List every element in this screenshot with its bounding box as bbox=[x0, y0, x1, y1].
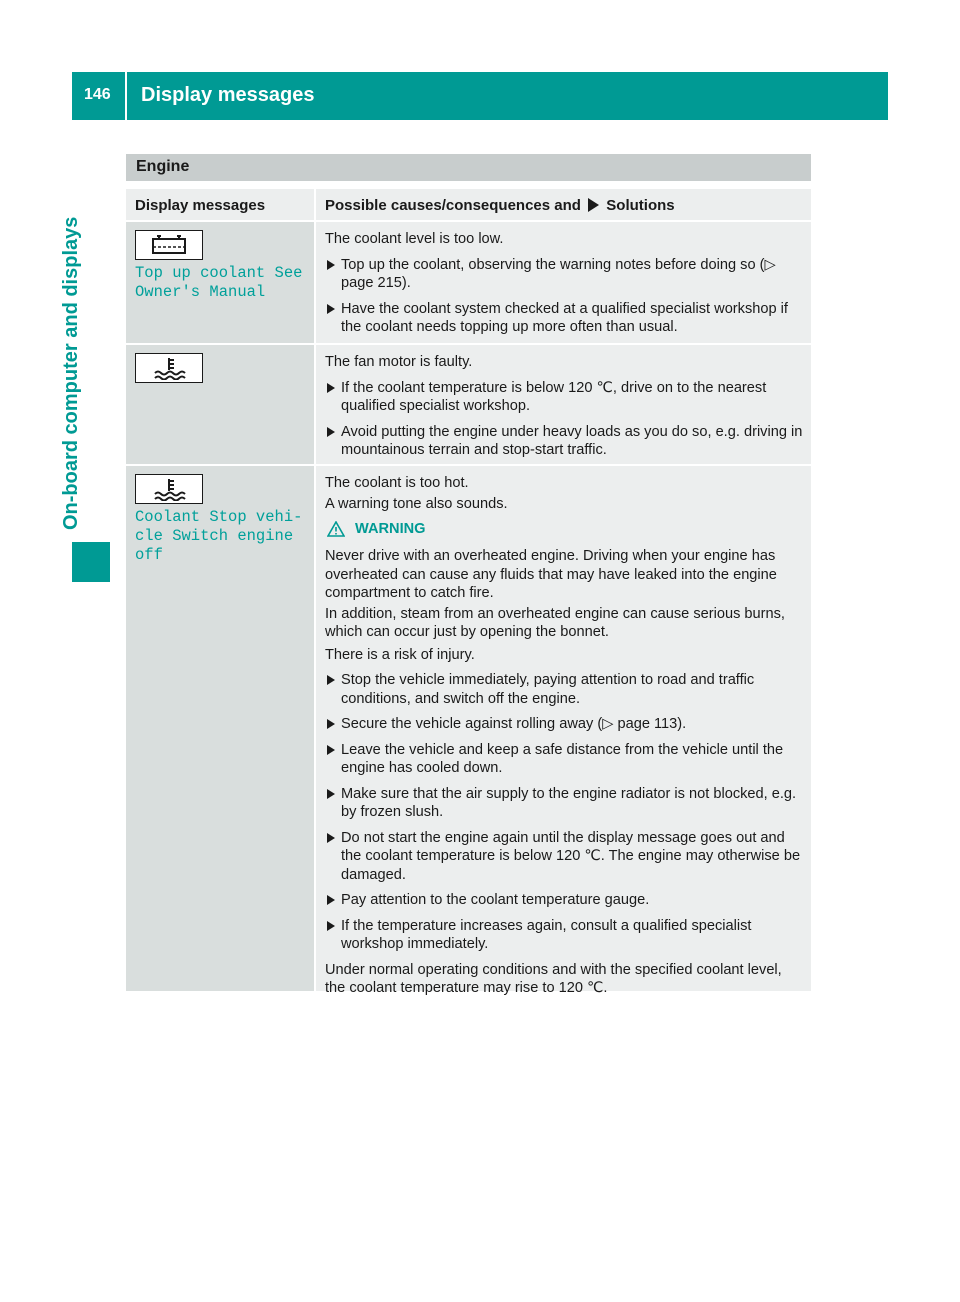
warning-text: There is a risk of injury. bbox=[325, 646, 475, 663]
coolant-temperature-icon bbox=[135, 353, 203, 383]
section-title: Engine bbox=[136, 158, 190, 175]
column-header-display-messages: Display messages bbox=[126, 189, 314, 220]
page-number: 146 bbox=[84, 86, 111, 103]
solution-step: Do not start the engine again until the display message goes out and the coolant temperature is below 120 ℃. The engine may otherwise be damaged. bbox=[325, 829, 803, 885]
page-header bbox=[72, 72, 888, 120]
cause-text: A warning tone also sounds. bbox=[325, 495, 508, 512]
solution-step: Secure the vehicle against rolling away (▷ page 113). bbox=[325, 715, 803, 734]
solution-step: If the temperature increases again, consult a qualified specialist workshop immediately. bbox=[325, 917, 803, 954]
warning-text: In addition, steam from an overheated engine can cause serious burns, which can occur just by opening the bonnet. bbox=[325, 605, 785, 640]
solution-step: Leave the vehicle and keep a safe distance from the vehicle until the engine has cooled down. bbox=[325, 741, 803, 778]
display-messages-table bbox=[126, 189, 811, 996]
coolant-temperature-icon bbox=[135, 474, 203, 504]
solution-cell bbox=[314, 466, 811, 996]
table-row bbox=[126, 220, 811, 343]
solution-cell bbox=[314, 222, 811, 343]
solution-cell bbox=[314, 345, 811, 464]
table-header-row bbox=[126, 189, 811, 220]
warning-text: Never drive with an overheated engine. Driving when your engine has overheated can cause any fluids that may have leaked into the engine compartment to catch fire. bbox=[325, 548, 777, 601]
solution-step: Have the coolant system checked at a qualified specialist workshop if the coolant needs topping up more often than usual. bbox=[325, 300, 803, 337]
cause-text: The fan motor is faulty. bbox=[325, 354, 473, 370]
display-message-cell bbox=[126, 222, 314, 343]
section-header bbox=[126, 154, 811, 181]
table-row bbox=[126, 343, 811, 464]
solution-arrow-icon bbox=[588, 198, 599, 212]
page-title: Display messages bbox=[141, 84, 315, 106]
warning-heading bbox=[325, 521, 803, 537]
solution-step: Pay attention to the coolant temperature gauge. bbox=[325, 891, 803, 910]
warning-label: WARNING bbox=[355, 521, 426, 537]
display-message-text: Coolant Stop vehi‐ cle Switch engine off bbox=[135, 508, 303, 564]
coolant-reservoir-icon bbox=[135, 230, 203, 260]
solution-step: Make sure that the air supply to the engine radiator is not blocked, e.g. by frozen slush. bbox=[325, 785, 803, 822]
cause-text: The coolant is too hot. bbox=[325, 475, 469, 491]
solution-step: Avoid putting the engine under heavy loads as you do so, e.g. driving in mountainous terrain and stop-start traffic. bbox=[325, 423, 803, 460]
header-divider bbox=[125, 72, 127, 120]
cause-text: The coolant level is too low. bbox=[325, 231, 504, 247]
note-text: Under normal operating conditions and with the specified coolant level, the coolant temperature may rise to 120 ℃. bbox=[325, 961, 782, 996]
column-header-causes: Possible causes/consequences and bbox=[325, 197, 581, 214]
solution-step: Stop the vehicle immediately, paying attention to road and traffic conditions, and switch off the engine. bbox=[325, 671, 803, 708]
solution-step: Top up the coolant, observing the warning notes before doing so (▷ page 215). bbox=[325, 256, 803, 293]
side-tab-label: On-board computer and displays bbox=[60, 216, 82, 530]
display-message-cell bbox=[126, 466, 314, 991]
table-row bbox=[126, 464, 811, 996]
solution-step: If the coolant temperature is below 120 ℃, drive on to the nearest qualified specialist workshop. bbox=[325, 379, 803, 416]
column-header-solutions-label: Solutions bbox=[606, 197, 675, 214]
column-header-solutions bbox=[314, 189, 811, 220]
display-message-text: Top up coolant See Owner's Manual bbox=[135, 264, 303, 301]
side-tab-marker bbox=[72, 542, 110, 582]
warning-triangle-icon bbox=[327, 521, 345, 537]
display-message-cell bbox=[126, 345, 314, 464]
